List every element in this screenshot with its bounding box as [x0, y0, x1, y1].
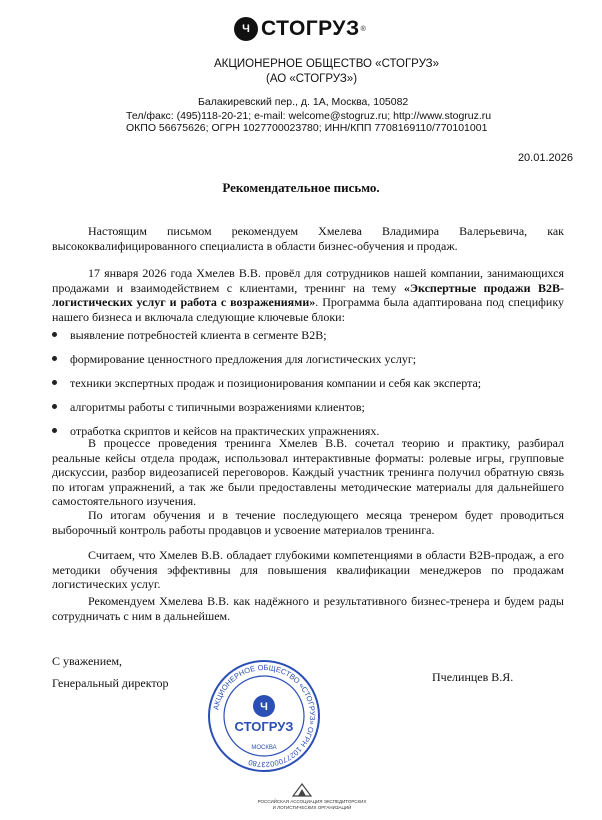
- training-topic: «Экспертные продажи B2B-логистических услуг и работа с возражениями»: [52, 280, 564, 309]
- association-line-2: И ЛОГИСТИЧЕСКИХ ОРГАНИЗАЦИЙ: [272, 804, 352, 810]
- paragraph-training: [52, 266, 564, 324]
- stamp-brand: СТОГРУЗ: [234, 719, 294, 734]
- signer-name: Пчелинцев В.Я.: [432, 670, 514, 684]
- registered-mark: ®: [360, 25, 366, 33]
- logo-icon: Ч: [234, 17, 258, 41]
- paragraph-control-text: По итогам обучения и в течение последующего месяца тренером будет проводиться выборочный контроль работы продавцов и усвоение материалов тренинга.: [52, 508, 564, 537]
- bullet-icon: [52, 428, 57, 433]
- paragraph-training-start: 17 января 2026 года Хмелев В.В. провёл для сотрудников нашей компании, занимающихся продажами и взаимодействием с клиентами, тренинг на тему: [52, 266, 564, 295]
- closing-phrase: С уважением,: [52, 654, 123, 668]
- paragraph-competence: [52, 548, 564, 592]
- list-item-text: отработка скриптов и кейсов на практических упражнениях.: [70, 424, 380, 438]
- paragraph-intro-text: Настоящим письмом рекомендуем Хмелева Владимира Валерьевича, как высококвалифицированного специалиста в области бизнес-обучения и продаж.: [52, 224, 564, 253]
- paragraph-methods-text: В процессе проведения тренинга Хмелев В.В. сочетал теорию и практику, разбирал реальные кейсы отдела продаж, использовал интерактивные форматы: ролевые игры, групповые дискуссии, разбор видеозаписей переговоров. Каждый участник тренинга получил обратную связь по итогам упражнений, а так же были предоставлены методические материалы для дальнейшего самостоятельного изучения.: [52, 436, 564, 508]
- stamp-ring-text: АКЦИОНЕРНОЕ ОБЩЕСТВО «СТОГРУЗ» ОГРН 1027700023780: [211, 662, 318, 770]
- letter-title: Рекомендательное письмо.: [222, 180, 380, 195]
- list-item-text: техники экспертных продаж и позиционирования компании и себя как эксперта;: [70, 376, 482, 390]
- paragraph-training-end: . Программа была адаптирована под специфику нашего бизнеса и включала следующие ключевые блоки:: [52, 295, 565, 324]
- list-item: [52, 352, 564, 376]
- stamp-logo-glyph: Ч: [260, 701, 268, 713]
- company-stamp: [206, 658, 322, 774]
- paragraph-recommendation: [52, 594, 564, 623]
- association-logo-icon: [292, 783, 312, 797]
- list-item-text: формирование ценностного предложения для логистических услуг;: [70, 352, 417, 366]
- paragraph-control: [52, 508, 564, 537]
- signer-position: Генеральный директор: [52, 676, 169, 690]
- bullet-icon: [52, 380, 57, 385]
- company-contacts: Тел/факс: (495)118-20-21; e-mail: welcome@stogruz.ru; http://www.stogruz.ru: [126, 110, 492, 122]
- list-item-text: алгоритмы работы с типичными возражениями клиентов;: [70, 400, 365, 414]
- company-logo: [234, 17, 366, 41]
- company-full-name: АКЦИОНЕРНОЕ ОБЩЕСТВО «СТОГРУЗ»: [214, 58, 439, 70]
- association-name: [232, 799, 392, 810]
- company-address: Балакиревский пер., д. 1А, Москва, 105082: [198, 96, 409, 108]
- letter-date: 20.01.2026: [517, 152, 573, 164]
- list-item: [52, 400, 564, 424]
- paragraph-intro: [52, 224, 564, 253]
- list-item: [52, 328, 564, 352]
- list-item-text: выявление потребностей клиента в сегменте B2B;: [70, 328, 327, 342]
- paragraph-methods: [52, 436, 564, 509]
- company-short-name: (АО «СТОГРУЗ»): [266, 73, 358, 85]
- stamp-city: МОСКВА: [251, 745, 277, 751]
- list-item: [52, 376, 564, 400]
- logo-text: СТОГРУЗ: [261, 17, 360, 40]
- paragraph-competence-text: Считаем, что Хмелев В.В. обладает глубокими компетенциями в области B2B-продаж, а его методики обучения эффективны для повышения квалификации менеджеров по продажам логистических услуг.: [52, 548, 564, 591]
- association-line-1: РОССИЙСКАЯ АССОЦИАЦИЯ ЭКСПЕДИТОРСКИХ: [257, 799, 367, 804]
- company-registry: ОКПО 56675626; ОГРН 1027700023780; ИНН/КПП 7708169110/770101001: [126, 122, 488, 134]
- program-blocks-list: [52, 328, 564, 448]
- paragraph-recommendation-text: Рекомендуем Хмелева В.В. как надёжного и результативного бизнес-тренера и будем рады сотрудничать с ним в дальнейшем.: [52, 594, 564, 623]
- bullet-icon: [52, 404, 57, 409]
- bullet-icon: [52, 332, 57, 337]
- bullet-icon: [52, 356, 57, 361]
